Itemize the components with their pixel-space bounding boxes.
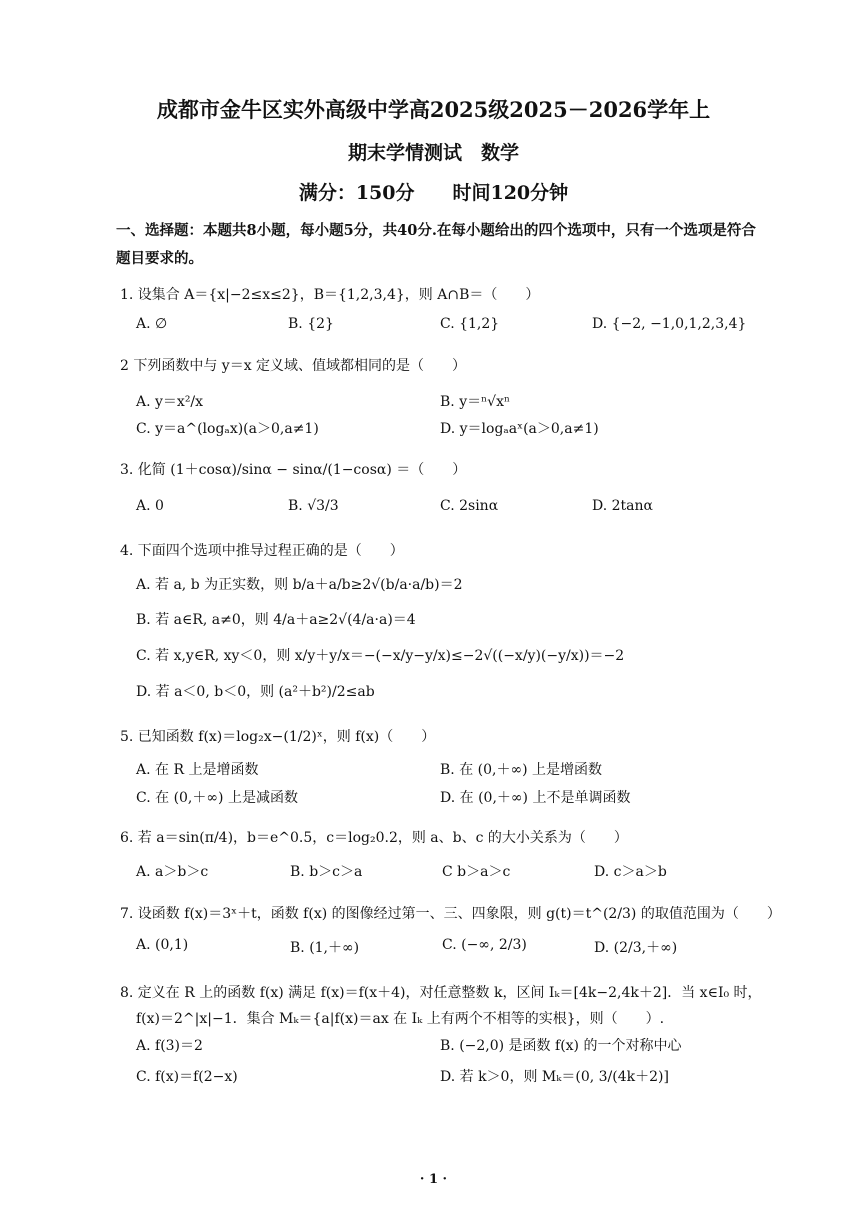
question-3-option-d: D. 2tanα: [592, 498, 653, 514]
question-4-option-d: D. 若 a＜0, b＜0，则 (a²＋b²)/2≤ab: [136, 684, 375, 700]
question-7-option-d: D. (2/3,＋∞): [594, 940, 678, 956]
question-1-option-b: B. {2}: [288, 316, 334, 332]
section-heading: 一、选择题：本题共8小题，每小题5分，共40分.在每小题给出的四个选项中，只有一个选项是符合题目要求的。: [116, 222, 756, 267]
question-4-option-c: C. 若 x,y∈R, xy＜0，则 x/y＋y/x＝−(−x/y−y/x)≤−2√((−x/y)(−y/x))＝−2: [136, 648, 625, 664]
page-number: · 1 ·: [419, 1172, 448, 1187]
question-6-option-b: B. b＞c＞a: [290, 864, 363, 880]
question-8-stem: 8. 定义在 R 上的函数 f(x) 满足 f(x)＝f(x＋4)，对任意整数 k，区间 Iₖ＝[4k−2,4k＋2]．当 x∈I₀ 时，: [120, 985, 762, 1001]
question-4-option-a: A. 若 a, b 为正实数，则 b/a＋a/b≥2√(b/a·a/b)＝2: [136, 577, 463, 593]
exam-title: 成都市金牛区实外高级中学高2025级2025－2026学年上: [156, 97, 711, 122]
question-2-option-c: C. y＝a^(logₐx)(a＞0,a≠1): [136, 421, 319, 437]
question-2-stem: 2 下列函数中与 y＝x 定义域、值域都相同的是（ ）: [120, 358, 467, 374]
question-6-option-c: C b＞a＞c: [442, 864, 511, 880]
question-8-stem-continued: f(x)＝2^|x|−1．集合 Mₖ＝{a|f(x)＝ax 在 Iₖ 上有两个不相等的实根}，则（ ）.: [136, 1011, 665, 1027]
exam-score-time: 满分：150分 时间120分钟: [298, 182, 569, 204]
question-3-option-b: B. √3/3: [288, 498, 339, 514]
question-8-option-a: A. f(3)＝2: [136, 1038, 203, 1054]
question-2-option-d: D. y＝logₐaˣ(a＞0,a≠1): [440, 421, 599, 437]
question-5-option-d: D. 在 (0,＋∞) 上不是单调函数: [440, 790, 631, 806]
question-3-option-c: C. 2sinα: [440, 498, 499, 514]
question-5-option-b: B. 在 (0,＋∞) 上是增函数: [440, 762, 603, 778]
question-7-option-b: B. (1,＋∞): [290, 940, 360, 956]
question-7-stem: 7. 设函数 f(x)＝3ˣ＋t，函数 f(x) 的图像经过第一、三、四象限，则 g(t)＝t^(2/3) 的取值范围为（ ）: [120, 906, 781, 922]
exam-subtitle: 期末学情测试 数学: [347, 142, 519, 164]
question-2-option-b: B. y＝ⁿ√xⁿ: [440, 394, 511, 410]
question-1-option-c: C. {1,2}: [440, 316, 500, 332]
question-1-option-a: A. ∅: [136, 316, 168, 332]
question-5-stem: 5. 已知函数 f(x)＝log₂x−(1/2)ˣ，则 f(x)（ ）: [120, 729, 436, 745]
question-1-stem: 1. 设集合 A＝{x|−2≤x≤2}，B＝{1,2,3,4}，则 A∩B＝（ ）: [120, 287, 540, 303]
question-5-option-c: C. 在 (0,＋∞) 上是减函数: [136, 790, 298, 806]
question-6-option-a: A. a＞b＞c: [136, 864, 209, 880]
question-8-option-b: B. (−2,0) 是函数 f(x) 的一个对称中心: [440, 1038, 682, 1054]
question-3-stem: 3. 化简 (1＋cosα)/sinα − sinα/(1−cosα) ＝（ ）: [120, 462, 467, 478]
question-6-option-d: D. c＞a＞b: [594, 864, 667, 880]
question-5-option-a: A. 在 R 上是增函数: [136, 762, 259, 778]
question-1-option-d: D. {−2, −1,0,1,2,3,4}: [592, 316, 747, 332]
question-3-option-a: A. 0: [136, 498, 164, 514]
question-2-option-a: A. y＝x²/x: [136, 394, 204, 410]
question-7-option-c: C. (−∞, 2/3): [442, 937, 527, 953]
question-8-option-d: D. 若 k＞0，则 Mₖ＝(0, 3/(4k＋2)]: [440, 1069, 669, 1085]
question-4-stem: 4. 下面四个选项中推导过程正确的是（ ）: [120, 543, 404, 559]
question-7-option-a: A. (0,1): [136, 937, 189, 953]
question-6-stem: 6. 若 a＝sin(π/4)，b＝e^0.5，c＝log₂0.2，则 a、b、c 的大小关系为（ ）: [120, 830, 628, 846]
question-8-option-c: C. f(x)＝f(2−x): [136, 1069, 238, 1085]
question-4-option-b: B. 若 a∈R, a≠0，则 4/a＋a≥2√(4/a·a)＝4: [136, 612, 416, 628]
